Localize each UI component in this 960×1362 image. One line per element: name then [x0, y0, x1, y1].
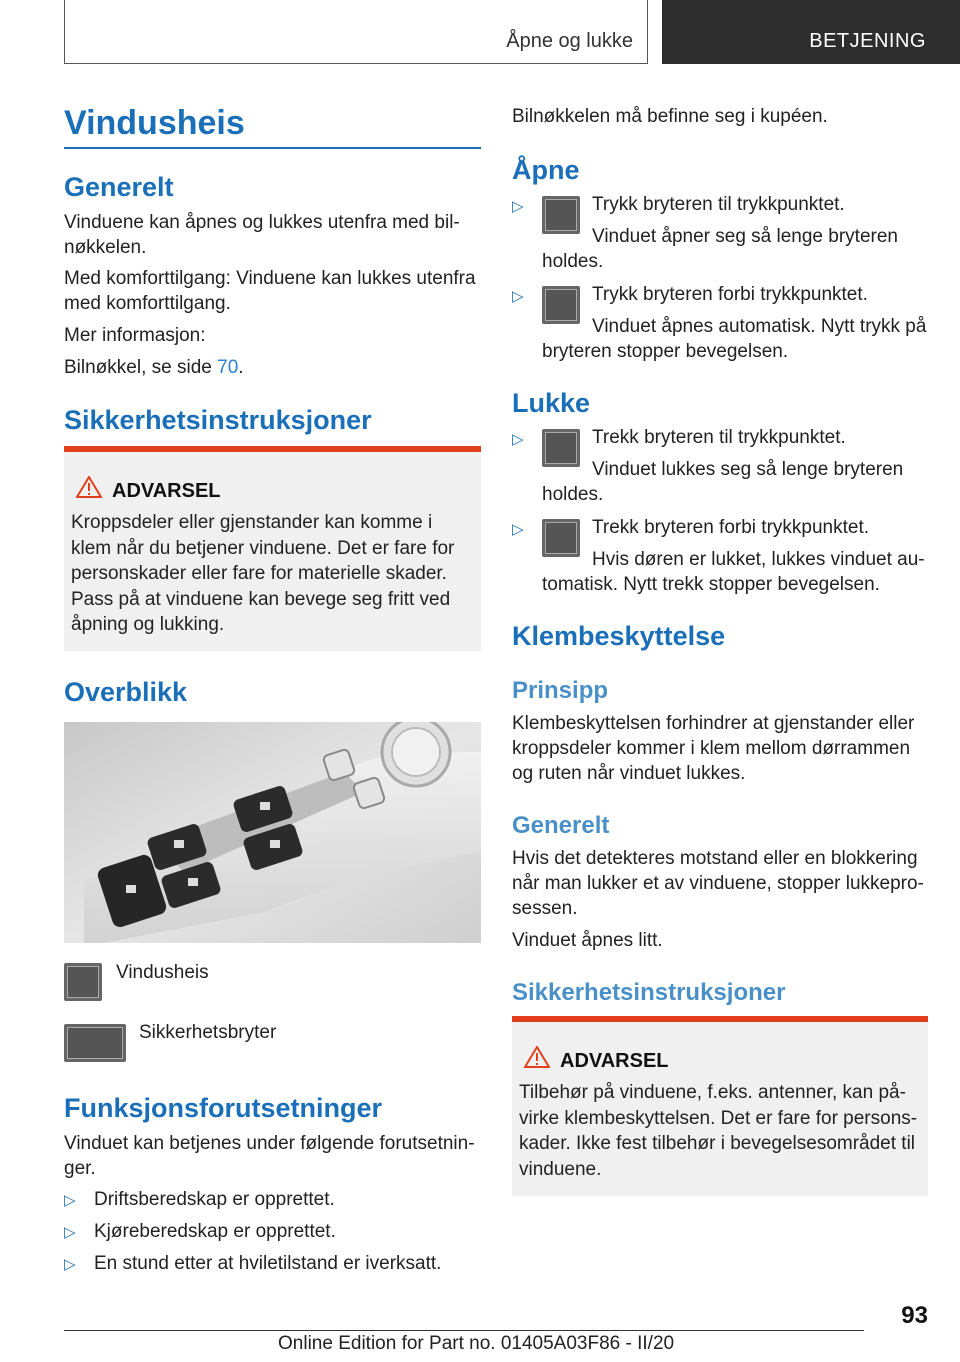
paragraph-line: når man lukker et av vinduene, stopper lukkepro- [512, 873, 924, 894]
heading-principle: Prinsipp [512, 677, 609, 704]
heading-overview: Overblikk [64, 677, 188, 707]
paragraph-line: Mer informasjon: [64, 325, 206, 346]
legend-safety-switch: Sikkerhetsbryter [139, 1022, 277, 1043]
intro-text: Bilnøkkelen må befinne seg i kupéen. [512, 106, 828, 127]
page-link[interactable]: 70 [217, 357, 239, 378]
step-text: Trykk bryteren forbi trykkpunktet. [592, 284, 868, 305]
paragraph-line: Vinduet kan betjenes under følgende forutsetnin- [64, 1133, 475, 1154]
step-text: Trykk bryteren til trykkpunktet. [592, 194, 845, 215]
paragraph-line: kroppsdeler kommer i klem mellom dørrammen [512, 738, 911, 759]
warning-triangle-icon [76, 476, 102, 498]
safety-switch-icon [64, 1024, 126, 1062]
list-item [64, 1251, 481, 1277]
window-switch-panel-photo [64, 722, 481, 943]
heading-generelt-2: Generelt [512, 812, 610, 839]
paragraph-line: Klembeskyttelsen forhindrer at gjenstander eller [512, 713, 915, 734]
paragraph-line: med komforttilgang. [64, 293, 231, 314]
triangle-bullet-icon: ▷ [64, 1192, 76, 1209]
warning-box-2 [512, 1016, 928, 1196]
warning-line: Tilbehør på vinduene, f.eks. antenner, kan på- [519, 1082, 906, 1103]
footer-rule [64, 1330, 864, 1331]
window-switch-icon [542, 429, 580, 467]
open-step-2 [512, 282, 928, 364]
warning-line: kader. Ikke fest tilbehør i bevegelsesområdet til [519, 1133, 916, 1154]
page-title: Vindusheis [64, 104, 245, 142]
window-switch-icon [542, 519, 580, 557]
step-text: Trekk bryteren til trykkpunktet. [592, 427, 846, 448]
warning-line: åpning og lukking. [71, 614, 225, 635]
heading-prereq: Funksjonsforutsetninger [64, 1093, 383, 1123]
warning-line: Kroppsdeler eller gjenstander kan komme i [71, 512, 433, 533]
warning-title: ADVARSEL [560, 1050, 669, 1072]
see-page-line [64, 355, 481, 380]
warning-box [64, 446, 481, 651]
triangle-bullet-icon: ▷ [512, 521, 524, 538]
heading-close: Lukke [512, 388, 591, 418]
paragraph-line: nøkkelen. [64, 237, 147, 258]
step-text: Vinduet lukkes seg så lenge bryteren [592, 459, 904, 480]
triangle-bullet-icon: ▷ [512, 431, 524, 448]
step-text: tomatisk. Nytt trekk stopper bevegelsen. [542, 574, 880, 595]
paragraph-line: Vinduet åpnes litt. [512, 930, 663, 951]
edition-line: Online Edition for Part no. 01405A03F86 - II/20 [278, 1333, 675, 1354]
header-chapter-title: BETJENING [809, 30, 926, 52]
close-step-1 [512, 425, 928, 507]
triangle-bullet-icon: ▷ [64, 1224, 76, 1241]
list-item-text: Kjøreberedskap er opprettet. [94, 1221, 336, 1242]
paragraph-line: og ruten når vinduet lukkes. [512, 763, 746, 784]
page-number: 93 [901, 1302, 928, 1329]
step-text: bryteren stopper bevegelsen. [542, 341, 789, 362]
header-chapter-tab [662, 0, 960, 64]
list-item-text: Driftsberedskap er opprettet. [94, 1189, 335, 1210]
paragraph-line: Hvis det detekteres motstand eller en blokkering [512, 848, 918, 869]
warning-body [519, 1080, 920, 1182]
window-switch-icon [542, 196, 580, 234]
heading-safety: Sikkerhetsinstruksjoner [64, 405, 372, 435]
step-text: Vinduet åpner seg så lenge bryteren [592, 226, 898, 247]
warning-line: virke klembeskyttelsen. Det er fare for persons- [519, 1107, 918, 1129]
paragraph-line: Med komforttilgang: Vinduene kan lukkes utenfra [64, 268, 476, 289]
window-switch-icon [64, 963, 102, 1001]
step-text: Vinduet åpnes automatisk. Nytt trykk på [592, 316, 927, 337]
heading-open: Åpne [512, 155, 580, 185]
paragraph-line: Vinduene kan åpnes og lukkes utenfra med bil- [64, 212, 460, 233]
warning-triangle-icon [524, 1046, 550, 1068]
triangle-bullet-icon: ▷ [512, 288, 524, 305]
warning-title: ADVARSEL [112, 480, 221, 502]
heading-pinch: Klembeskyttelse [512, 621, 726, 651]
window-switch-icon [542, 286, 580, 324]
warning-line: vinduene. [519, 1158, 602, 1180]
triangle-bullet-icon: ▷ [512, 198, 524, 215]
step-text: Hvis døren er lukket, lukkes vinduet au- [592, 549, 925, 570]
list-item-text: En stund etter at hviletilstand er iverksatt. [94, 1253, 442, 1274]
warning-body [71, 510, 473, 638]
step-text: Trekk bryteren forbi trykkpunktet. [592, 517, 870, 538]
step-text: holdes. [542, 484, 604, 505]
warning-line: personskader eller fare for materielle skader. [71, 563, 447, 584]
see-page-period: . [238, 357, 244, 378]
heading-safety-2: Sikkerhetsinstruksjoner [512, 979, 786, 1006]
see-page-text: Bilnøkkel, se side [64, 357, 218, 378]
list-item [64, 1219, 481, 1245]
paragraph-line: ger. [64, 1158, 96, 1179]
title-rule [64, 147, 481, 149]
paragraph-line: sessen. [512, 898, 578, 919]
list-item [64, 1187, 481, 1213]
step-text: holdes. [542, 251, 604, 272]
legend-window-switch: Vindusheis [116, 962, 209, 983]
heading-generelt: Generelt [64, 172, 174, 202]
open-step-1 [512, 192, 928, 274]
warning-line: Pass på at vinduene kan bevege seg fritt ved [71, 588, 451, 610]
close-step-2 [512, 515, 928, 597]
header-section-tab [64, 0, 648, 64]
triangle-bullet-icon: ▷ [64, 1256, 76, 1273]
header-section-title: Åpne og lukke [506, 30, 633, 52]
warning-line: klem når du betjener vinduene. Det er fare for [71, 537, 455, 559]
